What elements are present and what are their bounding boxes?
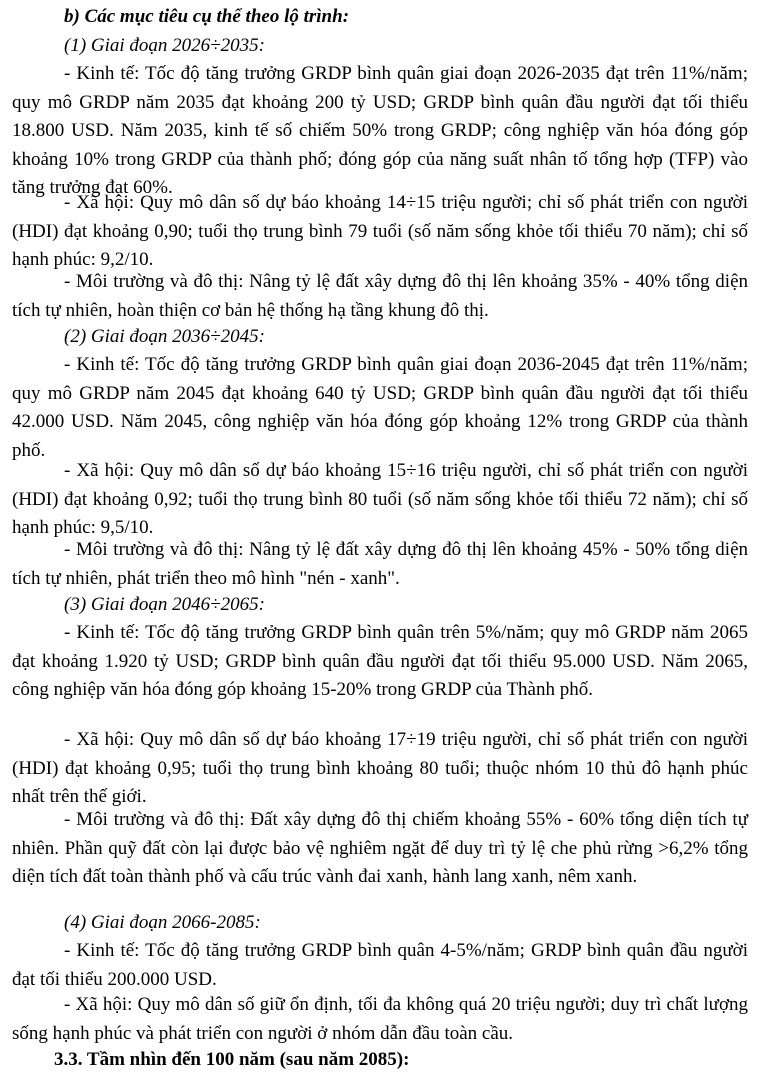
heading-specific-goals: b) Các mục tiêu cụ thể theo lộ trình:: [64, 6, 350, 27]
stage-4-economy: - Kinh tế: Tốc độ tăng trưởng GRDP bình quân 4-5%/năm; GRDP bình quân đầu người đạt tối thiểu 200.000 USD.: [12, 940, 748, 990]
stage-3-society: - Xã hội: Quy mô dân số dự báo khoảng 17÷19 triệu người, chỉ số phát triển con người (HDI) đạt khoảng 0,95; tuổi thọ trung bình khoảng 80 tuổi; thuộc nhóm 10 thủ đô hạnh phúc nhất trên thế giới.: [12, 729, 748, 808]
stage-1-environment: - Môi trường và đô thị: Nâng tỷ lệ đất xây dựng đô thị lên khoảng 35% - 40% tổng diện tích tự nhiên, hoàn thiện cơ bản hệ thống hạ tầng khung đô thị.: [12, 271, 748, 321]
stage-3-title: (3) Giai đoạn 2046÷2065:: [64, 594, 265, 615]
stage-2-economy: - Kinh tế: Tốc độ tăng trưởng GRDP bình quân giai đoạn 2036-2045 đạt trên 11%/năm; quy mô GRDP năm 2045 đạt khoảng 640 tỷ USD; GRDP bình quân đầu người đạt tối thiểu 42.000 USD. Năm 2045, công nghiệp văn hóa đóng góp khoảng 12% trong GRDP của thành phố.: [12, 354, 748, 461]
stage-4-society: - Xã hội: Quy mô dân số giữ ổn định, tối đa không quá 20 triệu người; duy trì chất lượng sống hạnh phúc và phát triển con người ở nhóm dẫn đầu toàn cầu.: [12, 994, 748, 1044]
stage-2-title: (2) Giai đoạn 2036÷2045:: [64, 326, 265, 347]
stage-3-economy: - Kinh tế: Tốc độ tăng trưởng GRDP bình quân trên 5%/năm; quy mô GRDP năm 2065 đạt khoảng 1.920 tỷ USD; GRDP bình quân đầu người đạt tối thiểu 95.000 USD. Năm 2065, công nghiệp văn hóa đóng góp khoảng 15-20% trong GRDP của Thành phố.: [12, 622, 748, 701]
stage-1-economy: - Kinh tế: Tốc độ tăng trưởng GRDP bình quân giai đoạn 2026-2035 đạt trên 11%/năm; quy mô GRDP năm 2035 đạt khoảng 200 tỷ USD; GRDP bình quân đầu người đạt tối thiểu 18.800 USD. Năm 2035, kinh tế số chiếm 50% trong GRDP; công nghiệp văn hóa đóng góp khoảng 10% trong GRDP của thành phố; đóng góp của năng suất nhân tố tổng hợp (TFP) vào tăng trưởng đạt 60%.: [12, 63, 748, 199]
stage-4-title: (4) Giai đoạn 2066-2085:: [64, 912, 261, 933]
stage-3-environment: - Môi trường và đô thị: Đất xây dựng đô thị chiếm khoảng 55% - 60% tổng diện tích tự nhiên. Phần quỹ đất còn lại được bảo vệ nghiêm ngặt để duy trì tỷ lệ che phủ rừng >6,2% tổng diện tích đất toàn thành phố và cấu trúc vành đai xanh, hành lang xanh, nêm xanh.: [12, 809, 748, 888]
stage-1-society: - Xã hội: Quy mô dân số dự báo khoảng 14÷15 triệu người; chỉ số phát triển con người (HDI) đạt khoảng 0,90; tuổi thọ trung bình 79 tuổi (số năm sống khỏe tối thiểu 70 năm); chỉ số hạnh phúc: 9,2/10.: [12, 192, 748, 271]
stage-2-society: - Xã hội: Quy mô dân số dự báo khoảng 15÷16 triệu người, chỉ số phát triển con người (HDI) đạt khoảng 0,92; tuổi thọ trung bình 80 tuổi (số năm sống khỏe tối thiểu 72 năm); chỉ số hạnh phúc: 9,5/10.: [12, 460, 748, 539]
heading-vision-100-years: 3.3. Tầm nhìn đến 100 năm (sau năm 2085):: [54, 1049, 410, 1070]
stage-1-title: (1) Giai đoạn 2026÷2035:: [64, 35, 265, 56]
stage-2-environment: - Môi trường và đô thị: Nâng tỷ lệ đất xây dựng đô thị lên khoảng 45% - 50% tổng diện tích tự nhiên, phát triển theo mô hình "nén - xanh".: [12, 539, 748, 589]
